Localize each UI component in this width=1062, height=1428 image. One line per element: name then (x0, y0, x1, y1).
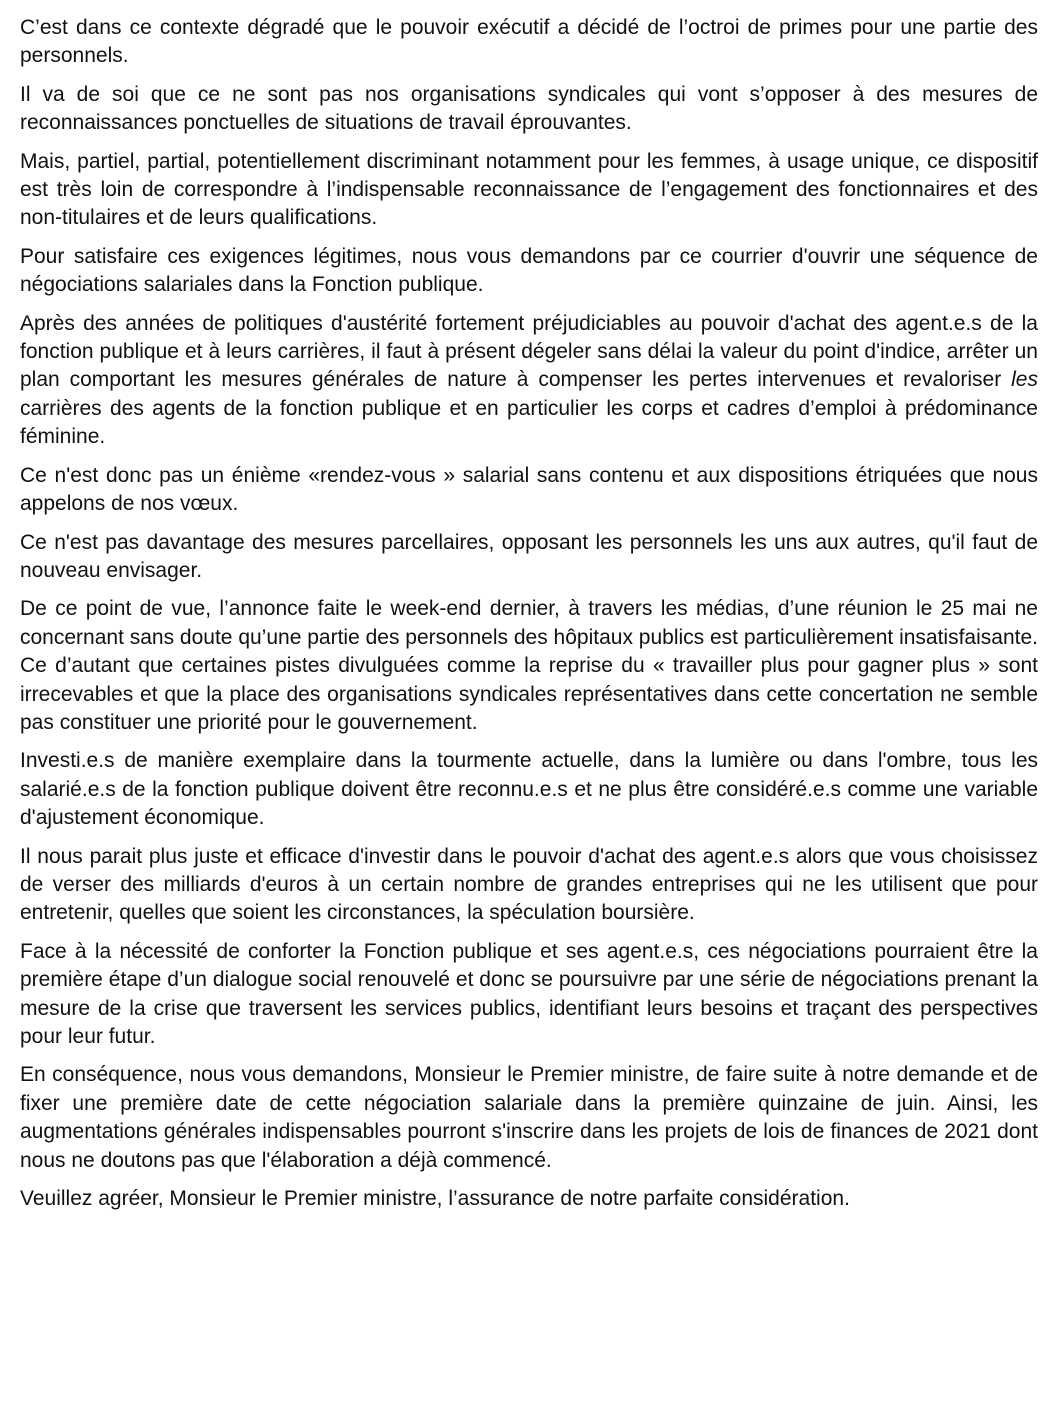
paragraph-consequence: En conséquence, nous vous demandons, Monsieur le Premier ministre, de faire suite à notre demande et de fixer une première date de cette négociation salariale dans la première quinzaine de juin. Ainsi, les augmentations générales indispensables pourront s'inscrire dans les projets de lois de finances de 2021 dont nous ne doutons pas que l'élaboration a déjà commencé. (20, 1063, 1038, 1172)
paragraph-partial-measures: Ce n'est pas davantage des mesures parcellaires, opposant les personnels les uns aux autres, qu'il faut de nouveau envisager. (20, 530, 1038, 582)
paragraph-invested: Investi.e.s de manière exemplaire dans la tourmente actuelle, dans la lumière ou dans l'ombre, tous les salarié.e.s de la fonction publique doivent être reconnu.e.s et ne plus être considéré.e.s comme une variable d'ajustement économique. (20, 749, 1038, 830)
paragraph-rendez-vous: Ce n'est donc pas un énième «rendez-vous » salarial sans contenu et aux dispositions étriquées que nous appelons de nos vœux. (20, 463, 1038, 516)
paragraph-purchasing-power: Il nous parait plus juste et efficace d'investir dans le pouvoir d'achat des agent.e.s alors que vous choisissez de verser des milliards d'euros à un certain nombre de grandes entreprises qui ne les utilisent que pour entretenir, quelles que soient les circonstances, la spéculation boursière. (20, 844, 1038, 925)
paragraph-no-opposition: Il va de soi que ce ne sont pas nos organisations syndicales qui vont s’opposer à des mesures de reconnaissances ponctuelles de situations de travail éprouvantes. (20, 82, 1038, 135)
paragraph-request: Pour satisfaire ces exigences légitimes, nous vous demandons par ce courrier d'ouvrir une séquence de négociations salariales dans la Fonction publique. (20, 244, 1038, 297)
paragraph-context: C’est dans ce contexte dégradé que le pouvoir exécutif a décidé de l’octroi de primes pour une partie des personnels. (20, 16, 1038, 68)
paragraph-austerity-italic: les (1011, 368, 1038, 392)
paragraph-austerity (20, 310, 1038, 452)
paragraph-austerity-before: Après des années de politiques d'austérité fortement préjudiciables au pouvoir d'achat des agent.e.s de la fonction publique et à leurs carrières, il faut à présent dégeler sans délai la valeur du point d'indice, arrêter un plan comportant les mesures générales de nature à compenser les pertes intervenues et revaloriser (20, 311, 1038, 392)
paragraph-closing: Veuillez agréer, Monsieur le Premier ministre, l’assurance de notre parfaite considération. (20, 1187, 850, 1211)
paragraph-critique: Mais, partiel, partial, potentiellement discriminant notamment pour les femmes, à usage unique, ce dispositif est très loin de correspondre à l’indispensable reconnaissance de l’engagement des fonctionnaires et des non-titulaires et de leurs qualifications. (20, 149, 1038, 230)
paragraph-announcement: De ce point de vue, l’annonce faite le week-end dernier, à travers les médias, d’une réunion le 25 mai ne concernant sans doute qu’une partie des personnels des hôpitaux publics est particulièrement insatisfaisante. Ce d’autant que certaines pistes divulguées comme la reprise du « travailler plus pour gagner plus » sont irrecevables et que la place des organisations syndicales représentatives dans cette concertation ne semble pas constituer une priorité pour le gouvernement. (20, 597, 1038, 734)
paragraph-austerity-after: carrières des agents de la fonction publique et en particulier les corps et cadres d’emploi à prédominance féminine. (20, 396, 1038, 449)
paragraph-social-dialogue: Face à la nécessité de conforter la Fonction publique et ses agent.e.s, ces négociations pourraient être la première étape d’un dialogue social renouvelé et donc se poursuivre par une série de négociations prenant la mesure de la crise que traversent les services publics, identifiant leurs besoins et traçant des perspectives pour leur futur. (20, 939, 1038, 1048)
